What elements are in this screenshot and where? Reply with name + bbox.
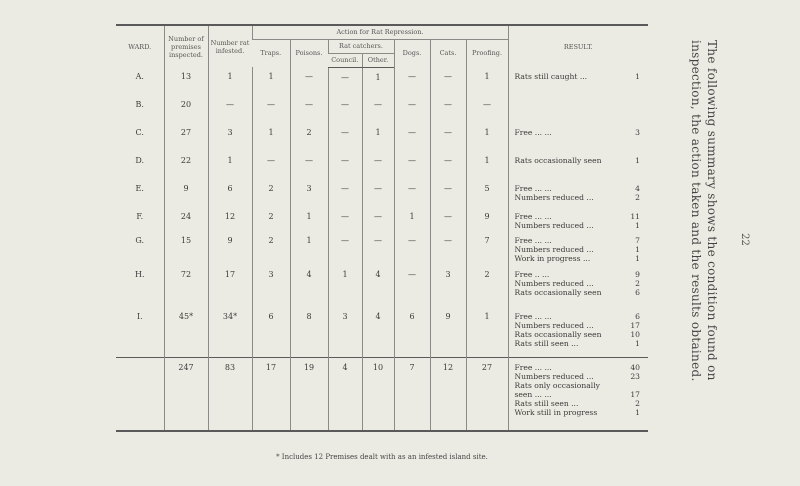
cell-result [508, 307, 648, 357]
result-count: 6 [635, 312, 640, 321]
result-count: 1 [635, 245, 640, 254]
cell-council: — [328, 179, 362, 207]
cell-other: — [362, 231, 394, 265]
cell-traps: 17 [252, 357, 290, 431]
result-label: Numbers reduced ... [514, 371, 594, 381]
cell-ward: C. [135, 128, 144, 137]
result-line [515, 408, 649, 417]
cell-poisons: 4 [290, 265, 328, 307]
result-line [515, 339, 649, 348]
cell-traps: 2 [252, 207, 290, 231]
result-count: 6 [635, 288, 640, 297]
result-label: Free ... ... [514, 212, 552, 221]
cell-inspected: 15 [164, 231, 208, 265]
cell-poisons: 1 [290, 231, 328, 265]
result-line [515, 381, 649, 390]
cell-other: 10 [362, 357, 394, 431]
result-line [515, 390, 649, 399]
cell-cats: — [430, 179, 466, 207]
cell-traps: 1 [252, 67, 290, 95]
cell-ward: G. [135, 236, 145, 245]
table-body [116, 67, 648, 431]
cell-proofing: 1 [466, 123, 508, 151]
header-poisons: Poisons. [290, 39, 328, 67]
cell-cats: — [430, 231, 466, 265]
cell-council: — [328, 95, 362, 123]
result-line [515, 254, 649, 263]
result-label: Numbers reduced ... [514, 245, 594, 254]
cell-inspected: 45* [164, 307, 208, 357]
header-other: Other. [362, 53, 394, 67]
cell-dogs: 1 [394, 207, 430, 231]
result-label: Rats still seen ... [514, 339, 579, 348]
cell-council: 1 [328, 265, 362, 307]
result-label: Rats occasionally seen [514, 288, 602, 297]
page-number: 22 [738, 233, 750, 246]
result-line [515, 288, 649, 297]
cell-dogs: — [394, 95, 430, 123]
result-label: Free ... ... [514, 312, 552, 321]
cell-cats: 3 [430, 265, 466, 307]
cell-council: — [328, 151, 362, 179]
cell-other: 4 [362, 307, 394, 357]
result-line [515, 321, 649, 330]
result-count: 1 [635, 72, 640, 81]
result-line [515, 184, 649, 193]
result-label: Work still in progress [514, 407, 598, 417]
result-line [515, 72, 649, 81]
header-rat-infested: Number rat infested. [208, 25, 252, 67]
result-count: 4 [635, 184, 640, 193]
result-label: Numbers reduced ... [514, 279, 594, 288]
cell-result [508, 95, 648, 123]
result-count: 1 [635, 156, 640, 165]
cell-other: 4 [362, 265, 394, 307]
result-line [515, 128, 649, 137]
header-rat-catchers: Rat catchers. [328, 39, 394, 53]
cell-poisons: 2 [290, 123, 328, 151]
header-traps: Traps. [260, 49, 282, 58]
cell-infested: 9 [208, 231, 252, 265]
cell-traps: 1 [252, 123, 290, 151]
cell-traps: 2 [252, 179, 290, 207]
result-count: 23 [630, 371, 640, 381]
header-cats: Cats. [430, 39, 466, 67]
result-label: Free .. ... [514, 270, 550, 279]
cell-infested: 1 [208, 67, 252, 95]
header-ward: WARD. [128, 42, 152, 51]
result-line [515, 212, 649, 221]
result-label: Numbers reduced ... [514, 193, 594, 202]
result-label: Free ... ... [514, 184, 552, 193]
cell-inspected: 24 [164, 207, 208, 231]
result-line [515, 193, 649, 202]
result-line [515, 270, 649, 279]
cell-ward: B. [135, 100, 144, 109]
cell-traps: — [252, 151, 290, 179]
cell-result [508, 207, 648, 231]
result-line [515, 312, 649, 321]
cell-ward: D. [135, 156, 145, 165]
cell-dogs: — [394, 231, 430, 265]
cell-other: — [362, 179, 394, 207]
table-row [116, 265, 648, 307]
cell-council: 4 [328, 357, 362, 431]
cell-other: 1 [362, 123, 394, 151]
cell-result [508, 151, 648, 179]
cell-infested: 3 [208, 123, 252, 151]
cell-dogs: 6 [394, 307, 430, 357]
result-count: 3 [635, 128, 640, 137]
header-proofing: Proofing. [466, 39, 508, 67]
result-label: Rats still seen ... [514, 398, 579, 408]
cell-council: — [328, 123, 362, 151]
result-count: 2 [635, 193, 640, 202]
totals-row [116, 357, 648, 431]
cell-inspected: 27 [164, 123, 208, 151]
cell-cats: — [430, 151, 466, 179]
cell-ward: A. [135, 72, 144, 81]
cell-result [508, 231, 648, 265]
cell-proofing: 27 [466, 357, 508, 431]
cell-proofing: 1 [466, 307, 508, 357]
cell-inspected: 72 [164, 265, 208, 307]
cell-other: — [362, 207, 394, 231]
cell-council: 3 [328, 307, 362, 357]
cell-cats: — [430, 67, 466, 95]
table-row [116, 307, 648, 357]
cell-dogs: — [394, 265, 430, 307]
table-row [116, 95, 648, 123]
cell-result [508, 123, 648, 151]
result-count: 1 [635, 254, 640, 263]
footnote: * Includes 12 Premises dealt with as an infested island site. [276, 453, 488, 461]
result-line [515, 372, 649, 381]
cell-inspected: 20 [164, 95, 208, 123]
cell-ward: H. [134, 270, 145, 279]
result-line [515, 245, 649, 254]
rat-repression-table [116, 24, 648, 432]
result-label: seen ... ... [514, 389, 552, 399]
cell-infested: — [208, 95, 252, 123]
cell-dogs: 7 [394, 357, 430, 431]
rotated-caption: The following summary shows the condition found on inspection, the action taken and the results obtained. [689, 40, 719, 382]
cell-traps: 6 [252, 307, 290, 357]
cell-infested: 6 [208, 179, 252, 207]
cell-council: — [328, 207, 362, 231]
cell-infested: 17 [208, 265, 252, 307]
result-count: 17 [630, 389, 640, 399]
result-line [515, 330, 649, 339]
cell-cats: — [430, 123, 466, 151]
result-line [515, 156, 649, 165]
cell-result [508, 67, 648, 95]
cell-proofing: 1 [466, 67, 508, 95]
result-label: Rats only occasionally [514, 380, 600, 390]
cell-inspected: 22 [164, 151, 208, 179]
cell-traps: — [252, 95, 290, 123]
cell-traps: 2 [252, 231, 290, 265]
cell-cats: 9 [430, 307, 466, 357]
header-council: Council. [328, 53, 362, 67]
cell-inspected: 9 [164, 179, 208, 207]
result-label: Free ... ... [514, 362, 552, 372]
cell-result [508, 179, 648, 207]
result-count: 2 [635, 279, 640, 288]
cell-cats: — [430, 207, 466, 231]
cell-result [508, 357, 648, 431]
cell-ward: I. [136, 312, 143, 321]
cell-infested: 12 [208, 207, 252, 231]
cell-traps: 3 [252, 265, 290, 307]
result-count: 40 [630, 362, 640, 372]
result-count: 1 [635, 339, 640, 348]
cell-dogs: — [394, 151, 430, 179]
result-label: Rats occasionally seen [514, 330, 602, 339]
cell-poisons: 1 [290, 207, 328, 231]
result-line [515, 363, 649, 372]
cell-cats: — [430, 95, 466, 123]
cell-infested: 83 [208, 357, 252, 431]
cell-proofing: 2 [466, 265, 508, 307]
cell-poisons: 19 [290, 357, 328, 431]
result-label: Numbers reduced ... [514, 221, 594, 230]
table-row [116, 67, 648, 95]
cell-result [508, 265, 648, 307]
cell-ward: F. [136, 212, 144, 221]
header-action-group: Action for Rat Repression. [252, 25, 508, 39]
table-row [116, 179, 648, 207]
result-line [515, 236, 649, 245]
header-dogs: Dogs. [394, 39, 430, 67]
result-count: 9 [635, 270, 640, 279]
result-count [640, 381, 648, 390]
cell-other: — [362, 95, 394, 123]
cell-council: — [328, 231, 362, 265]
cell-ward [116, 357, 164, 431]
result-line [515, 399, 649, 408]
cell-poisons: 3 [290, 179, 328, 207]
cell-other: 1 [362, 67, 394, 95]
result-count: 10 [630, 330, 640, 339]
result-label: Free ... ... [514, 128, 552, 137]
cell-poisons: 8 [290, 307, 328, 357]
cell-infested: 1 [208, 151, 252, 179]
result-line [515, 279, 649, 288]
result-label: Numbers reduced ... [514, 321, 594, 330]
cell-dogs: — [394, 179, 430, 207]
result-label: Rats still caught ... [514, 72, 588, 81]
cell-ward: E. [135, 184, 144, 193]
table-row [116, 231, 648, 265]
cell-proofing: 7 [466, 231, 508, 265]
table-row [116, 123, 648, 151]
cell-inspected: 13 [164, 67, 208, 95]
result-count: 1 [635, 407, 640, 417]
header-premises-inspected: Number of premises inspected. [164, 25, 208, 67]
cell-proofing: 9 [466, 207, 508, 231]
cell-poisons: — [290, 95, 328, 123]
cell-inspected: 247 [164, 357, 208, 431]
cell-proofing: — [466, 95, 508, 123]
cell-council: — [328, 67, 362, 95]
result-count: 2 [635, 398, 640, 408]
result-line [515, 221, 649, 230]
result-count: 1 [635, 221, 640, 230]
cell-proofing: 5 [466, 179, 508, 207]
result-label: Free ... ... [514, 236, 552, 245]
cell-cats: 12 [430, 357, 466, 431]
cell-poisons: — [290, 151, 328, 179]
cell-proofing: 1 [466, 151, 508, 179]
cell-other: — [362, 151, 394, 179]
cell-poisons: — [290, 67, 328, 95]
result-count: 11 [630, 212, 640, 221]
result-label: Work in progress ... [514, 254, 591, 263]
cell-dogs: — [394, 123, 430, 151]
cell-dogs: — [394, 67, 430, 95]
header-result: RESULT. [508, 25, 648, 67]
result-count: 17 [630, 321, 640, 330]
result-label: Rats occasionally seen [514, 156, 602, 165]
table-row [116, 207, 648, 231]
table-row [116, 151, 648, 179]
result-count: 7 [635, 236, 640, 245]
cell-infested: 34* [208, 307, 252, 357]
